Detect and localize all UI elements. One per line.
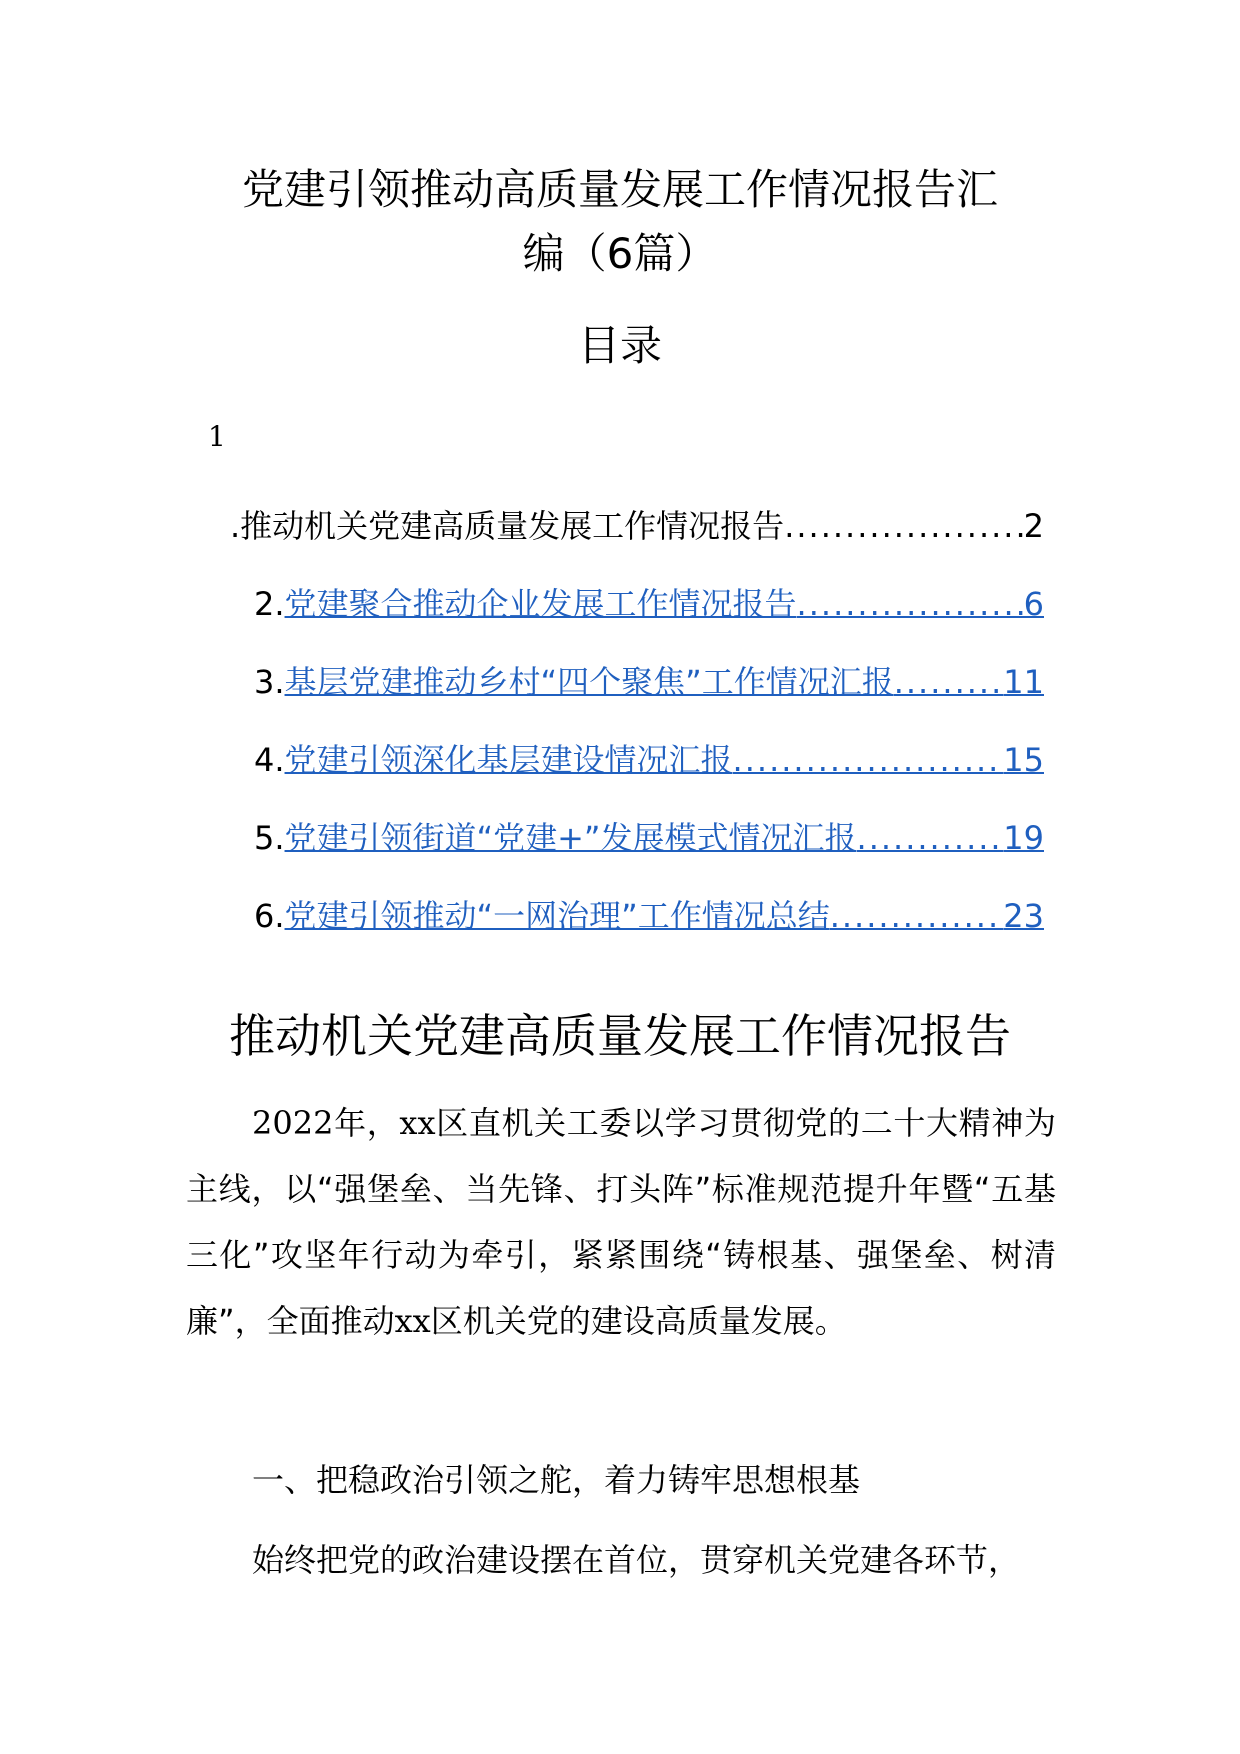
toc-item-page: 19 <box>1003 819 1044 857</box>
article-title: 推动机关党建高质量发展工作情况报告 <box>229 1009 1011 1063</box>
xx-placeholder: xx <box>394 1302 431 1340</box>
paragraph-text: 年， <box>333 1104 400 1142</box>
toc-item-title: 党建聚合推动企业发展工作情况报告 <box>284 585 797 623</box>
section-heading: 一、把稳政治引领之舵，着力铸牢思想根基 <box>252 1461 861 1499</box>
stray-page-number: 1 <box>208 420 226 453</box>
toc-item-5[interactable] <box>254 810 1044 866</box>
toc-leader-dots <box>857 810 1004 866</box>
toc-item-number: 2. <box>254 585 285 623</box>
toc-item-4[interactable] <box>254 732 1044 788</box>
toc-item-2[interactable] <box>254 576 1044 632</box>
document-title-line2: 编（6篇） <box>522 229 718 278</box>
toc-item-title: 基层党建推动乡村“四个聚焦”工作情况汇报 <box>284 663 894 701</box>
toc-leader-dots <box>784 498 1023 554</box>
toc-item-title: 党建引领推动“一网治理”工作情况总结 <box>284 897 830 935</box>
toc-item-page: 15 <box>1003 741 1044 779</box>
toc-item-number: 5. <box>254 819 285 857</box>
paragraph-text: 区机关党的建设高质量发展。 <box>430 1302 847 1340</box>
toc-leader-dots <box>830 888 1004 944</box>
toc-item-1[interactable] <box>230 498 1044 554</box>
toc-item-page: 6 <box>1023 585 1044 623</box>
toc-item-number: 6. <box>254 897 285 935</box>
toc-leader-dots <box>797 576 1024 632</box>
toc-item-number: 3. <box>254 663 285 701</box>
toc-item-link[interactable] <box>285 576 1044 632</box>
toc-item-link[interactable] <box>285 732 1044 788</box>
toc-item-title: 推动机关党建高质量发展工作情况报告 <box>240 507 785 545</box>
toc-leader-dots <box>894 654 1004 710</box>
toc-item-link[interactable] <box>240 498 1044 554</box>
toc-item-page: 23 <box>1003 897 1044 935</box>
xx-placeholder: xx <box>399 1104 436 1142</box>
toc-heading: 目录 <box>577 321 662 370</box>
toc-item-6[interactable] <box>254 888 1044 944</box>
toc-leader-dots <box>733 732 1004 788</box>
paragraph-text: 区直机关工委以学习贯彻党的二十大精神为主线，以“强堡垒、当先锋、打头阵”标准规范提升年暨“五基三化”攻坚年行动为牵引，紧紧围绕“铸根基、强堡垒、树清廉”，全面推动 <box>186 1104 1056 1340</box>
document-title <box>140 158 1100 286</box>
toc-item-page: 2 <box>1023 507 1044 545</box>
toc-item-3[interactable] <box>254 654 1044 710</box>
year-text: 2022 <box>252 1104 334 1142</box>
toc-item-page: 11 <box>1003 663 1044 701</box>
article-intro-paragraph <box>186 1090 1056 1354</box>
toc-item-link[interactable] <box>285 888 1044 944</box>
toc-item-number: 4. <box>254 741 285 779</box>
section-paragraph: 始终把党的政治建设摆在首位，贯穿机关党建各环节， <box>252 1541 1021 1579</box>
toc-item-link[interactable] <box>285 810 1044 866</box>
toc-item-title: 党建引领深化基层建设情况汇报 <box>284 741 733 779</box>
document-title-line1: 党建引领推动高质量发展工作情况报告汇 <box>241 165 998 214</box>
toc-item-title: 党建引领街道“党建+”发展模式情况汇报 <box>284 819 857 857</box>
toc-item-link[interactable] <box>285 654 1044 710</box>
toc-item-number: . <box>230 507 241 545</box>
